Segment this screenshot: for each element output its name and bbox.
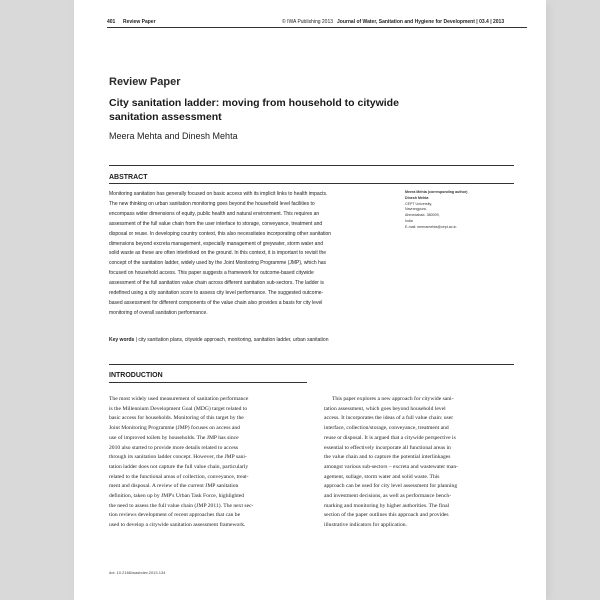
intro-top-rule [109, 364, 514, 365]
abstract-heading: ABSTRACT [109, 174, 148, 181]
paper-page [74, 0, 546, 600]
correspondence-email[interactable]: E-mail: meeramehta@cept.ac.in [405, 224, 457, 229]
intro-line: essential to effectively incorporate all functional areas in [324, 444, 451, 451]
intro-line: This paper explores a new approach for citywide sani- [332, 396, 454, 402]
intro-line: through its sanitation ladder concept. However, the JMP sani- [109, 454, 247, 461]
intro-line: The most widely used measurement of sanitation performance [109, 396, 249, 402]
intro-line: amongst various sub-sectors – excreta and wastewater man- [324, 463, 459, 470]
abstract-line: monitoring of overall sanitation performance. [109, 309, 208, 316]
intro-line: the value chain and to capture the potential interlinkages [324, 454, 451, 461]
header-publisher: © IWA Publishing 2013 [282, 19, 334, 25]
correspondence-line: Ahmedabad- 380009, [405, 213, 440, 218]
correspondence-block [405, 190, 515, 231]
intro-line: and investment decisions, as well as performance bench- [324, 493, 452, 500]
intro-line: tation ladder does not capture the full value chain, particularly [109, 463, 249, 470]
doi-link[interactable]: doi: 10.2166/washdev.2013.134 [109, 570, 166, 575]
intro-line: interface, collection/storage, conveyance, treatment and [324, 425, 449, 432]
abstract-line: encompass wider dimensions of equity, public health and natural environment. This requires an [109, 210, 320, 217]
intro-line: use of improved toilets by households. The JMP has since [109, 434, 239, 441]
intro-line: access. It incorporates the ideas of a full value chain: user [324, 415, 454, 422]
header-rule [107, 27, 527, 28]
intro-line: ment and disposal. A review of the current JMP sanitation [109, 483, 239, 490]
abstract-line: The new thinking on urban sanitation monitoring goes beyond the household level facilities to [109, 200, 315, 207]
intro-line: 2010 also started to provide more details related to access [109, 444, 239, 451]
intro-line: marking and monitoring by higher authorities. The final [324, 502, 450, 509]
abstract-top-rule [109, 165, 514, 166]
intro-column-right [324, 395, 524, 531]
abstract-line: based assessment for different components of the value chain also provides a basis for city level [109, 299, 323, 306]
intro-line: basic access for households. Monitoring of this target by the [109, 415, 244, 422]
keywords-list: city sanitation plans, citywide approach, monitoring, sanitation ladder, urban sanitation [138, 337, 329, 343]
abstract-line: Monitoring sanitation has generally focused on basic access with its implicit links to health impacts. [109, 191, 328, 197]
introduction-heading: INTRODUCTION [109, 372, 163, 379]
correspondence-line: Navrangpura, [405, 207, 427, 212]
intro-line: used to develop a citywide sanitation assessment framework. [109, 522, 246, 529]
header-section: Review Paper [123, 19, 156, 25]
intro-line: tation assessment, which goes beyond household level [324, 405, 446, 412]
page-number: 401 [107, 19, 116, 25]
abstract-body [109, 190, 397, 319]
intro-line: section of the paper outlines this approach and provides [324, 512, 449, 519]
correspondence-line: Dinesh Mehta [405, 195, 429, 200]
abstract-line: solid waste as these are often interlinked on the ground. In this context, it is important to revisit the [109, 250, 327, 257]
intro-line: Joint Monitoring Programme (JMP) focuses on access and [109, 425, 240, 432]
intro-line: related to the functional areas of collection, conveyance, treat- [109, 473, 249, 480]
header-journal: Journal of Water, Sanitation and Hygiene for Development | 03.4 | 2013 [337, 19, 505, 25]
abstract-line: assessment of the full sanitation value chain across different sanitation sub-sectors. The ladder is [109, 280, 324, 287]
abstract-line: focused on household access. This paper suggests a framework for outcome-based citywide [109, 270, 314, 277]
correspondence-line: Meera Mehta (corresponding author) [405, 190, 468, 194]
keywords: Key words | city sanitation plans, citywide approach, monitoring, sanitation ladder, urban sanitation [109, 337, 329, 343]
intro-line: tion reviews development of recent approaches that can be [109, 512, 241, 519]
abstract-line: concept of the sanitation ladder, widely used by the Joint Monitoring Programme (JMP), which has [109, 260, 327, 267]
intro-line: reuse or disposal. It is argued that a citywide perspective is [324, 434, 456, 441]
intro-line: agement, sullage, storm water and solid waste. This [324, 473, 440, 480]
paper-title: City sanitation ladder: moving from household to citywide sanitation assessment [109, 97, 399, 123]
abstract-line: assessment of the full value chain from the user interface to storage, conveyance, treatment and [109, 220, 323, 227]
intro-line: is the Millennium Development Goal (MDG) target related to [109, 405, 248, 412]
abstract-line: redefined using a city sanitation score to assess city level performance. The suggested outcome- [109, 290, 324, 297]
intro-line: the need to assess the full value chain (JMP 2011). The next sec- [109, 502, 254, 509]
intro-heading-rule [109, 382, 307, 383]
correspondence-line: India [405, 218, 413, 223]
article-type: Review Paper [109, 76, 181, 88]
intro-line: approach can be used for city level assessment for planning [324, 483, 458, 490]
keywords-label: Key words [109, 337, 135, 343]
intro-column-left [109, 395, 309, 531]
abstract-line: dimensions beyond excreta management, especially management of greywater, storm water and [109, 240, 324, 247]
abstract-heading-rule [109, 183, 514, 184]
intro-line: illustrative indicators for application. [324, 522, 407, 529]
paper-authors: Meera Mehta and Dinesh Mehta [109, 131, 238, 141]
correspondence-line: CEPT University, [405, 201, 433, 206]
intro-line: definition, taken up by JMP's Urban Task Force, highlighted [109, 493, 245, 500]
abstract-line: disposal or reuse. In developing country context, this also necessitates incorporating other sanitation [109, 230, 332, 237]
